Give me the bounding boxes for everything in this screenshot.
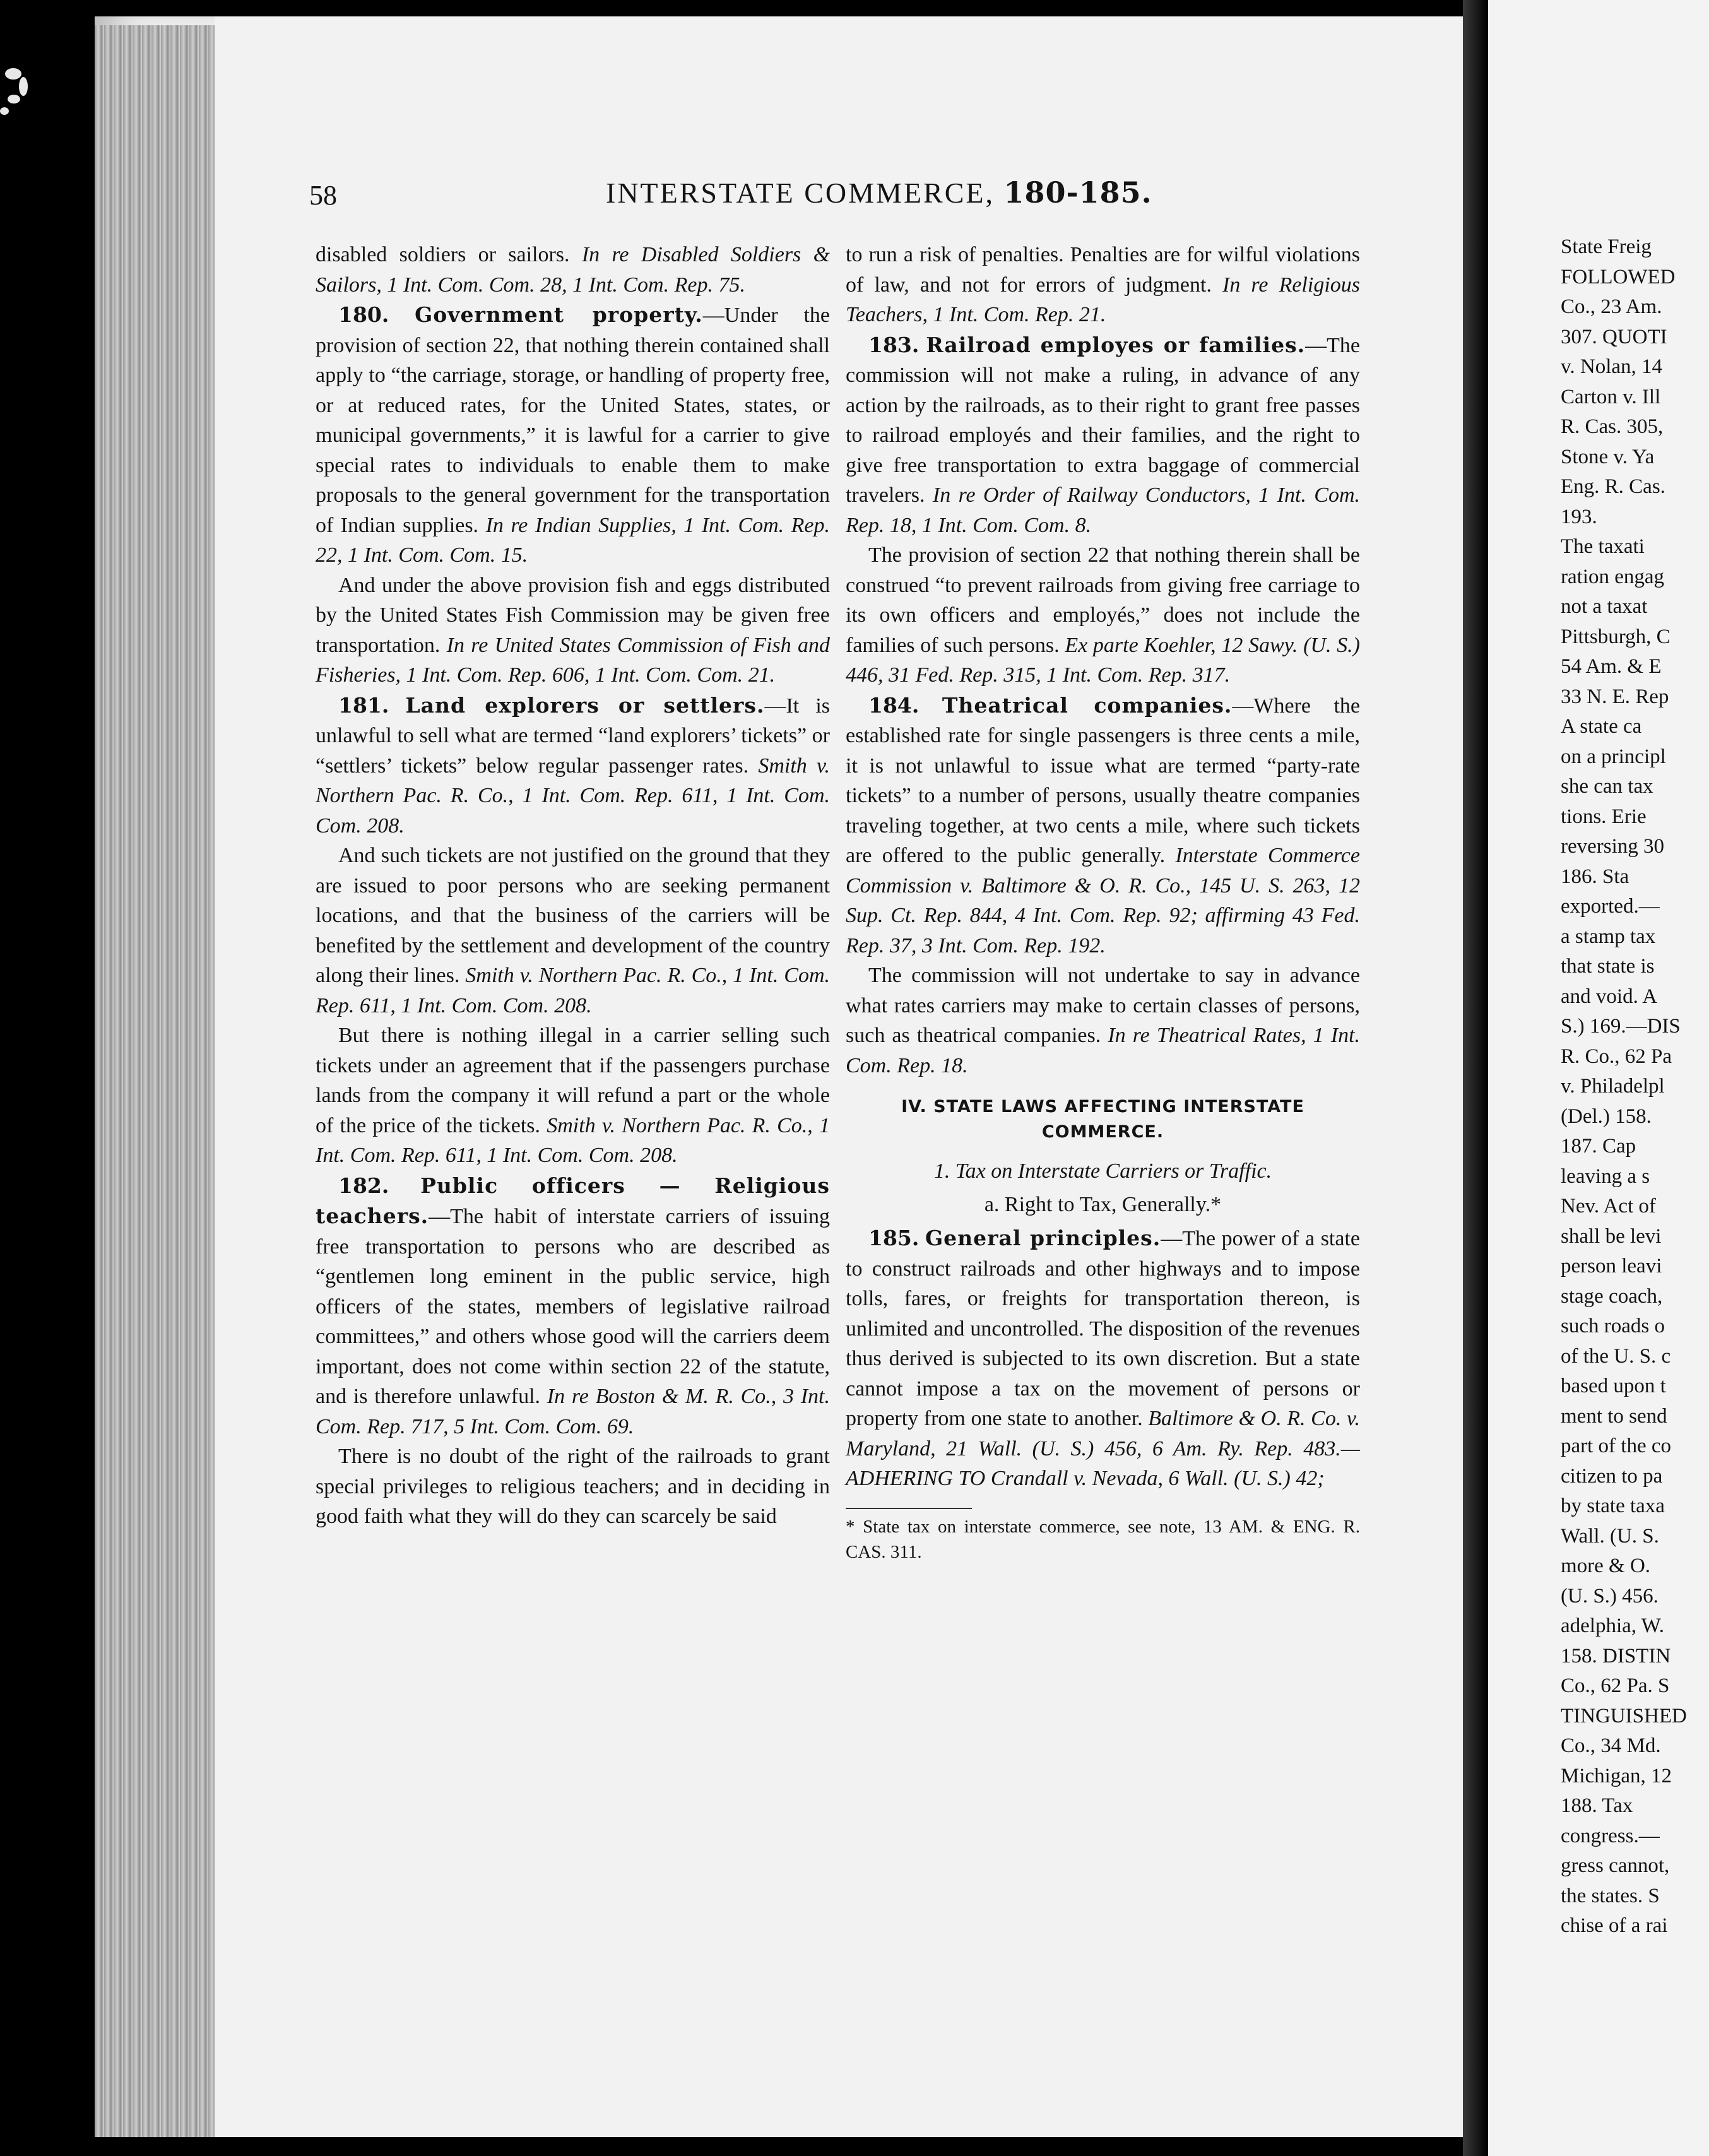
facing-page-line: Co., 23 Am. bbox=[1561, 295, 1662, 318]
facing-page-line: a stamp tax bbox=[1561, 925, 1656, 948]
scan-border-left bbox=[0, 0, 95, 2156]
subheading-1: 1. Tax on Interstate Carriers or Traffic. bbox=[933, 1159, 1272, 1183]
facing-page-line: v. Philadelpl bbox=[1561, 1075, 1665, 1098]
facing-page-line: v. Nolan, 14 bbox=[1561, 355, 1663, 378]
facing-page-line: person leavi bbox=[1561, 1255, 1662, 1277]
section-184-paragraph-2: The commission will not undertake to say in advance what rates carriers may make to certain classes of persons, such as theatrical companies. In re Theatrical Rates, 1 Int. Com. Rep. 18. bbox=[846, 964, 1361, 1077]
facing-page-line: 54 Am. & E bbox=[1561, 655, 1662, 678]
facing-page-line: (U. S.) 456. bbox=[1561, 1584, 1659, 1608]
facing-page-line: 188. Tax bbox=[1561, 1794, 1633, 1817]
facing-page-line: S.) 169.—DIS bbox=[1561, 1015, 1681, 1038]
page-edge-stack bbox=[95, 25, 215, 2137]
facing-page-line: she can tax bbox=[1561, 775, 1653, 798]
scan-speck bbox=[5, 68, 21, 80]
facing-page-line: reversing 30 bbox=[1561, 835, 1665, 858]
facing-page-line: 193. bbox=[1561, 505, 1597, 528]
facing-page-line: Michigan, 12 bbox=[1561, 1764, 1672, 1787]
citation: Smith v. Northern Pac. R. Co., 1 Int. Com. Rep. 611, 1 Int. Com. Com. 208. bbox=[316, 964, 831, 1017]
facing-page-text bbox=[1561, 232, 1709, 1941]
citation: In re Boston & M. R. Co., 3 Int. Com. Rep. 717, 5 Int. Com. Com. 69. bbox=[316, 1385, 830, 1438]
facing-page-line: leaving a s bbox=[1561, 1164, 1650, 1188]
footnote: * State tax on interstate commerce, see note, 13 AM. & ENG. R. CAS. 311. bbox=[846, 1516, 1360, 1562]
footnote-rule bbox=[846, 1508, 972, 1509]
citation: In re Theatrical Rates, 1 Int. Com. Rep. 18. bbox=[846, 1024, 1361, 1077]
section-183: 183. Railroad employes or families.—The commission will not make a ruling, in advance of any action by the railroads, as to their right to grant free passes to railroad employés and their families, and the right to give free transportation to extra baggage of commercial travelers. In re Order of Railway Conductors, 1 Int. Com. Rep. 18, 1 Int. Com. Com. 8. bbox=[846, 332, 1361, 537]
facing-page-line: and void. A bbox=[1561, 985, 1658, 1008]
facing-page-line: Co., 62 Pa. S bbox=[1561, 1674, 1670, 1697]
facing-page-line: R. Co., 62 Pa bbox=[1561, 1045, 1672, 1068]
section-number: 182. bbox=[338, 1173, 389, 1198]
facing-page-line: gress cannot, bbox=[1561, 1854, 1670, 1877]
citation: In re Religious Teachers, 1 Int. Com. Rep. 21. bbox=[846, 273, 1360, 326]
facing-page-line: based upon t bbox=[1561, 1375, 1666, 1397]
facing-page-line: FOLLOWED bbox=[1561, 265, 1676, 288]
section-number: 183. bbox=[868, 332, 920, 357]
citation: Baltimore & O. R. Co. v. Maryland, 21 Wall. (U. S.) 456, 6 Am. Ry. Rep. 483.—ADHERING TO Crandall v. Nevada, 6 Wall. (U. S.) 42; bbox=[846, 1407, 1360, 1490]
facing-page-line: citizen to pa bbox=[1561, 1464, 1663, 1488]
facing-page-line: 158. DISTIN bbox=[1561, 1644, 1671, 1667]
section-182-paragraph-2: There is no doubt of the right of the railroads to grant special privileges to religious teachers; and in deciding in good faith what they will do they can scarcely be said bbox=[316, 1445, 830, 1528]
section-number: 185. bbox=[868, 1226, 920, 1250]
citation: In re United States Commission of Fish and Fisheries, 1 Int. Com. Rep. 606, 1 Int. Com. Com. 21. bbox=[316, 633, 830, 687]
citation: Ex parte Koehler, 12 Sawy. (U. S.) 446, 31 Fed. Rep. 315, 1 Int. Com. Rep. 317. bbox=[846, 633, 1361, 687]
facing-page-line: A state ca bbox=[1561, 715, 1642, 738]
facing-page-line: Co., 34 Md. bbox=[1561, 1734, 1661, 1757]
section-number: 181. bbox=[338, 692, 389, 718]
section-range: 180-185. bbox=[1003, 175, 1152, 210]
facing-page-line: Nev. Act of bbox=[1561, 1195, 1656, 1217]
facing-page-line: 186. Sta bbox=[1561, 865, 1629, 888]
scan-speck bbox=[0, 107, 9, 115]
continued-paragraph: disabled soldiers or sailors. In re Disabled Soldiers & Sailors, 1 Int. Com. Com. 28, 1 Int. Com. Rep. 75. bbox=[316, 243, 831, 297]
facing-page-line: Carton v. Ill bbox=[1561, 385, 1661, 408]
facing-page-line: shall be levi bbox=[1561, 1224, 1662, 1248]
facing-page-line: adelphia, W. bbox=[1561, 1614, 1665, 1637]
section-number: 184. bbox=[868, 692, 920, 718]
scan-speck bbox=[19, 77, 28, 96]
section-185: 185. General principles.—The power of a state to construct railroads and other highways and to impose tolls, fares, or freights for transportation thereon, is unlimited and uncontrolled. The disposition of the revenues thus derived is subjected to its own discretion. But a state cannot impose a tax on the movement of persons or property from one state to another. Baltimore & O. R. Co. v. Maryland, 21 Wall. (U. S.) 456, 6 Am. Ry. Rep. 483.—ADHERING TO Crandall v. Nevada, 6 Wall. (U. S.) 42; bbox=[846, 1226, 1361, 1490]
left-column bbox=[316, 240, 830, 1532]
facing-page-line: State Freig bbox=[1561, 235, 1652, 258]
facing-page-line: of the U. S. c bbox=[1561, 1344, 1671, 1368]
facing-page-line: congress.— bbox=[1561, 1824, 1660, 1847]
citation: In re Order of Railway Conductors, 1 Int. Com. Rep. 18, 1 Int. Com. Com. 8. bbox=[846, 483, 1360, 537]
section-title: General principles. bbox=[925, 1226, 1161, 1250]
facing-page-line: more & O. bbox=[1561, 1555, 1651, 1577]
section-number: 180. bbox=[338, 302, 389, 327]
section-180-paragraph-2: And under the above provision fish and eggs distributed by the United States Fish Commission may be given free transportation. In re United States Commission of Fish and Fisheries, 1 Int. Com. Rep. 606, 1 Int. Com. Com. 21. bbox=[316, 573, 830, 687]
citation: Interstate Commerce Commission v. Baltimore & O. R. Co., 145 U. S. 263, 12 Sup. Ct. Rep. 844, 4 Int. Com. Rep. 92; affirming 43 Fed. Rep. 37, 3 Int. Com. Rep. 192. bbox=[846, 844, 1360, 957]
citation: Smith v. Northern Pac. R. Co., 1 Int. Com. Rep. 611, 1 Int. Com. Com. 208. bbox=[316, 1113, 831, 1167]
facing-page-line: stage coach, bbox=[1561, 1284, 1663, 1308]
running-head bbox=[309, 175, 1306, 213]
subheading-a: a. Right to Tax, Generally.* bbox=[984, 1193, 1222, 1216]
scan-speck bbox=[8, 95, 20, 104]
page-number: 58 bbox=[309, 180, 337, 211]
citation: In re Disabled Soldiers & Sailors, 1 Int. Com. Com. 28, 1 Int. Com. Rep. 75. bbox=[316, 243, 831, 297]
section-title: Land explorers or settlers. bbox=[405, 692, 765, 718]
section-183-paragraph-2: The provision of section 22 that nothing therein shall be construed “to prevent railroads from giving free carriage to its own officers and employés,” does not include the families of such persons. Ex parte Koehler, 12 Sawy. (U. S.) 446, 31 Fed. Rep. 315, 1 Int. Com. Rep. 317. bbox=[846, 543, 1361, 687]
facing-page-line: (Del.) 158. bbox=[1561, 1105, 1652, 1128]
facing-page-line: Pittsburgh, C bbox=[1561, 625, 1671, 648]
facing-page-line: R. Cas. 305, bbox=[1561, 415, 1664, 438]
facing-page-line: such roads o bbox=[1561, 1315, 1665, 1337]
facing-page-line: Eng. R. Cas. bbox=[1561, 475, 1665, 498]
book-gutter bbox=[1463, 0, 1488, 2156]
facing-page-line: The taxati bbox=[1561, 535, 1645, 558]
section-181-paragraph-2: And such tickets are not justified on the ground that they are issued to poor persons who are seeking permanent locations, and that the business of the carriers will be benefited by the settlement and development of the country along their lines. Smith v. Northern Pac. R. Co., 1 Int. Com. Rep. 611, 1 Int. Com. Com. 208. bbox=[316, 844, 831, 1017]
facing-page-line: 187. Cap bbox=[1561, 1135, 1636, 1158]
section-180: 180. Government property.—Under the provision of section 22, that nothing therein contained shall apply to “the carriage, storage, or handling of property free, or at reduced rates, for the United States, states, or municipal governments,” it is lawful for a carrier to give special rates to individuals to enable them to make proposals to the general government for the transportation of Indian supplies. In re Indian Supplies, 1 Int. Com. Rep. 22, 1 Int. Com. Com. 15. bbox=[316, 302, 830, 567]
facing-page-line: on a principl bbox=[1561, 745, 1666, 768]
facing-page-line: 33 N. E. Rep bbox=[1561, 685, 1669, 708]
section-title: Government property. bbox=[415, 302, 703, 327]
facing-page-line: chise of a rai bbox=[1561, 1914, 1668, 1937]
facing-page-line: Stone v. Ya bbox=[1561, 445, 1655, 468]
facing-page-line: not a taxat bbox=[1561, 595, 1648, 618]
facing-page-line: ment to send bbox=[1561, 1404, 1667, 1428]
citation: Smith v. Northern Pac. R. Co., 1 Int. Com. Rep. 611, 1 Int. Com. Com. 208. bbox=[316, 754, 831, 838]
page-title bbox=[606, 175, 1152, 210]
facing-page-line: 307. QUOTI bbox=[1561, 325, 1667, 348]
section-184: 184. Theatrical companies.—Where the established rate for single passengers is three cents a mile, it is not unlawful to issue what are termed “party-rate tickets” to a number of persons, usually theatre companies traveling together, at two cents a mile, where such tickets are offered to the public generally. Interstate Commerce Commission v. Baltimore & O. R. Co., 145 U. S. 263, 12 Sup. Ct. Rep. 844, 4 Int. Com. Rep. 92; affirming 43 Fed. Rep. 37, 3 Int. Com. Rep. 192. bbox=[846, 692, 1360, 957]
section-182: 182. Public officers — Religious teachers.—The habit of interstate carriers of issuing free transportation to persons who are described as “gentlemen long eminent in the public service, high officers of the states, members of legislative railroad committees,” and others whose good will the carriers deem important, does not come within section 22 of the statute, and is therefore unlawful. In re Boston & M. R. Co., 3 Int. Com. Rep. 717, 5 Int. Com. Com. 69. bbox=[316, 1173, 830, 1438]
facing-page-line: the states. S bbox=[1561, 1884, 1660, 1907]
facing-page-line: ration engag bbox=[1561, 565, 1665, 588]
section-title: Railroad employes or families. bbox=[926, 332, 1306, 357]
section-title: Theatrical companies. bbox=[942, 692, 1233, 718]
facing-page-line: by state taxa bbox=[1561, 1495, 1665, 1517]
facing-page-line: TINGUISHED bbox=[1561, 1704, 1687, 1727]
section-title: Public officers — Religious teachers. bbox=[316, 1173, 830, 1228]
facing-page-line: exported.— bbox=[1561, 895, 1660, 918]
division-heading: IV. STATE LAWS AFFECTING INTERSTATE COMMERCE. bbox=[901, 1097, 1304, 1142]
continued-paragraph: to run a risk of penalties. Penalties are for wilful violations of law, and not for errors of judgment. In re Religious Teachers, 1 Int. Com. Rep. 21. bbox=[846, 243, 1360, 326]
page-title-text: INTERSTATE COMMERCE, bbox=[606, 177, 995, 209]
facing-page-line: part of the co bbox=[1561, 1435, 1672, 1457]
citation: In re Indian Supplies, 1 Int. Com. Rep. 22, 1 Int. Com. Com. 15. bbox=[316, 513, 830, 567]
facing-page-line: Wall. (U. S. bbox=[1561, 1524, 1659, 1548]
facing-page bbox=[1488, 0, 1709, 2156]
facing-page-line: tions. Erie bbox=[1561, 805, 1647, 828]
section-181: 181. Land explorers or settlers.—It is unlawful to sell what are termed “land explorers’ tickets” or “settlers’ tickets” below regular passenger rates. Smith v. Northern Pac. R. Co., 1 Int. Com. Rep. 611, 1 Int. Com. Com. 208. bbox=[316, 692, 831, 838]
right-column bbox=[846, 240, 1360, 1565]
facing-page-line: that state is bbox=[1561, 955, 1655, 978]
section-181-paragraph-3: But there is nothing illegal in a carrier selling such tickets under an agreement that if the passengers purchase lands from the company it will refund a part or the whole of the price of the tickets. Smith v. Northern Pac. R. Co., 1 Int. Com. Rep. 611, 1 Int. Com. Com. 208. bbox=[316, 1024, 831, 1167]
